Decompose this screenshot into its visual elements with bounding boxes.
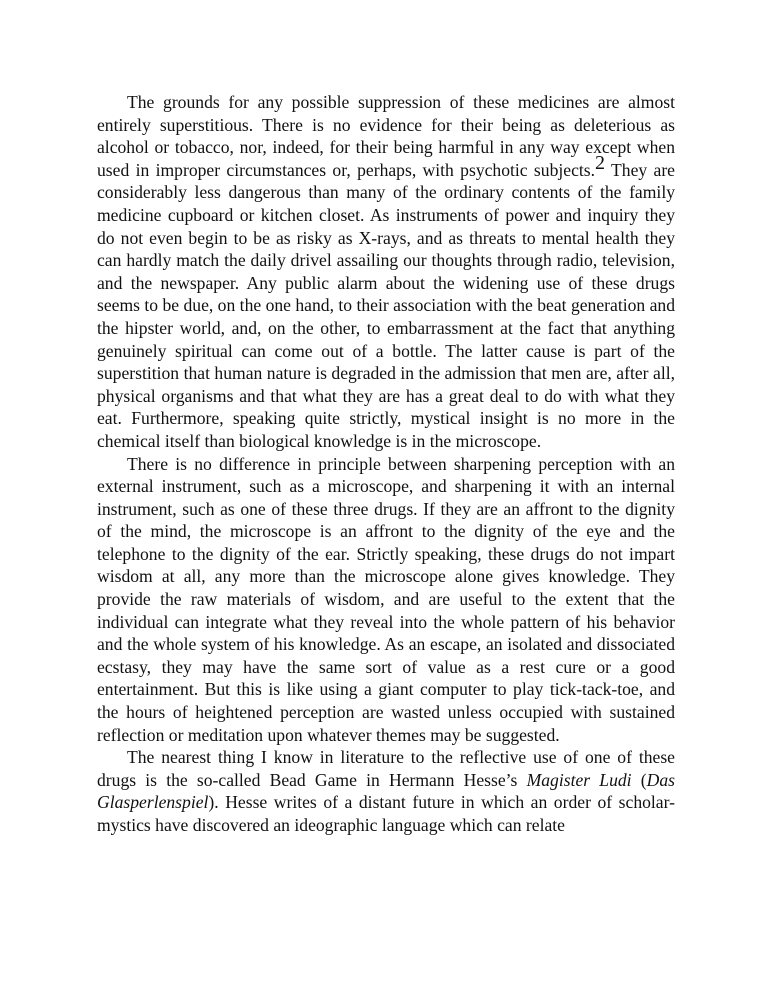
book-title-italic: Das Glasperlenspiel [97, 769, 675, 813]
book-title-italic: Magister Ludi [526, 769, 632, 790]
paragraph [97, 91, 675, 453]
paragraph [97, 453, 675, 747]
paragraph-text: The nearest thing I know in literature to the reflective use of one of these drugs is the so-called Bead Game in Hermann Hesse’s [97, 747, 675, 790]
paragraph-text: The grounds for any possible suppression of these medicines are almost entirely superstitious. There is no evidence for their being as deleterious as alcohol or tobacco, nor, indeed, for their being harmful in any way except when used in improper circumstances or, perhaps, with psychotic subjects. [97, 92, 675, 180]
paragraph-text: ( [631, 769, 647, 790]
paragraph [97, 746, 675, 836]
paragraph-text: They are considerably less dangerous than many of the ordinary contents of the family medicine cupboard or kitchen closet. As instruments of power and inquiry they do not even begin to be as risky as X-rays, and as threats to mental health they can hardly match the daily drivel assailing our thoughts through radio, television, and the newspaper. Any public alarm about the widening use of these drugs seems to be due, on the one hand, to their association with the beat generation and the hipster world, and, on the other, to embarrassment at the fact that anything genuinely spiritual can come out of a bottle. The latter cause is part of the superstition that human nature is degraded in the admission that men are, after all, physical organisms and that what they are has a great deal to do with what they eat. Furthermore, speaking quite strictly, mystical insight is no more in the chemical itself than biological knowledge is in the microscope. [97, 159, 675, 451]
footnote-reference[interactable]: 2 [595, 151, 606, 174]
document-page [97, 91, 675, 837]
paragraph-text: ). Hesse writes of a distant future in which an order of scholar-mystics have discovered an ideographic language which can relate [97, 792, 675, 835]
paragraph-text: There is no difference in principle between sharpening perception with an external instrument, such as a microscope, and sharpening it with an internal instrument, such as one of these three drugs. If they are an affront to the dignity of the mind, the microscope is an affront to the dignity of the eye and the telephone to the dignity of the ear. Strictly speaking, these drugs do not impart wisdom at all, any more than the microscope alone gives knowledge. They provide the raw materials of wisdom, and are useful to the extent that the individual can integrate what they reveal into the whole pattern of his behavior and the whole system of his knowledge. As an escape, an isolated and dissociated ecstasy, they may have the same sort of value as a rest cure or a good entertainment. But this is like using a giant computer to play tick-tack-toe, and the hours of heightened perception are wasted unless occupied with sustained reflection or meditation upon whatever themes may be suggested. [97, 453, 675, 745]
